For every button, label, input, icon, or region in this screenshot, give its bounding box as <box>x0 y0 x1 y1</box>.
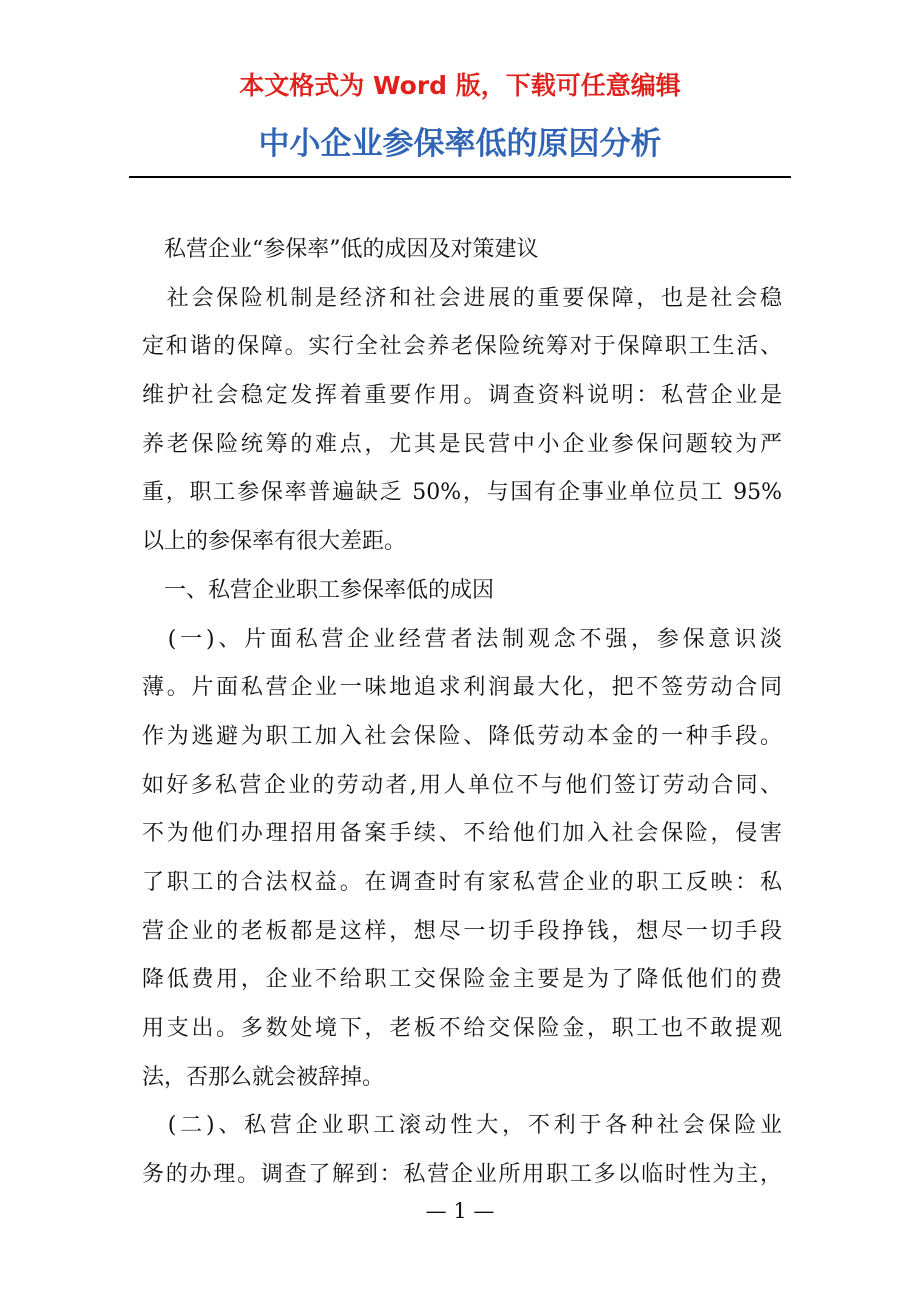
paragraph-line: 营企业的老板都是这样，想尽一切手段挣钱，想尽一切手段 <box>142 918 782 944</box>
paragraph-line: (二)、私营企业职工滚动性大，不利于各种社会保险业 <box>142 1113 782 1139</box>
paragraph-line: 养老保险统筹的难点，尤其是民营中小企业参保问题较为严 <box>142 431 782 457</box>
paragraph-line: 定和谐的保障。实行全社会养老保险统筹对于保障职工生活、 <box>142 334 782 360</box>
paragraph-line: 用支出。多数处境下，老板不给交保险金，职工也不敢提观 <box>142 1016 782 1041</box>
paragraph-line: 薄。片面私营企业一味地追求利润最大化，把不签劳动合同 <box>142 675 782 701</box>
paragraph-line: 法，否那么就会被辞掉。 <box>142 1064 385 1090</box>
paragraph-line: 重，职工参保率普遍缺乏 50%，与国有企事业单位员工 95% <box>142 480 782 506</box>
title-divider <box>129 176 791 178</box>
paragraph-line: 务的办理。调查了解到：私营企业所用职工多以临时性为主， <box>142 1162 782 1188</box>
paragraph-line: 社会保险机制是经济和社会进展的重要保障，也是社会稳 <box>142 285 782 311</box>
paragraph-line: 不为他们办理招用备案手续、不给他们加入社会保险，侵害 <box>142 821 782 847</box>
document-title: 中小企业参保率低的原因分析 <box>258 126 662 162</box>
section-heading: 私营企业“参保率”低的成因及对策建议 <box>142 237 539 262</box>
format-notice-banner: 本文格式为 Word 版，下载可任意编辑 <box>239 71 681 100</box>
page-number: — 1 — <box>425 1199 495 1223</box>
paragraph-line: 以上的参保率有很大差距。 <box>142 529 407 555</box>
paragraph-line: 维护社会稳定发挥着重要作用。调查资料说明：私营企业是 <box>142 383 782 409</box>
paragraph-line: 降低费用，企业不给职工交保险金主要是为了降低他们的费 <box>142 967 782 993</box>
paragraph-line: 了职工的合法权益。在调查时有家私营企业的职工反映：私 <box>142 869 782 895</box>
section-heading: 一、私营企业职工参保率低的成因 <box>142 577 495 603</box>
paragraph-line: 如好多私营企业的劳动者,用人单位不与他们签订劳动合同、 <box>142 772 782 798</box>
document-body <box>142 226 782 1200</box>
paragraph-line: 作为逃避为职工加入社会保险、降低劳动本金的一种手段。 <box>142 723 782 749</box>
paragraph-line: (一)、片面私营企业经营者法制观念不强，参保意识淡 <box>142 626 782 652</box>
